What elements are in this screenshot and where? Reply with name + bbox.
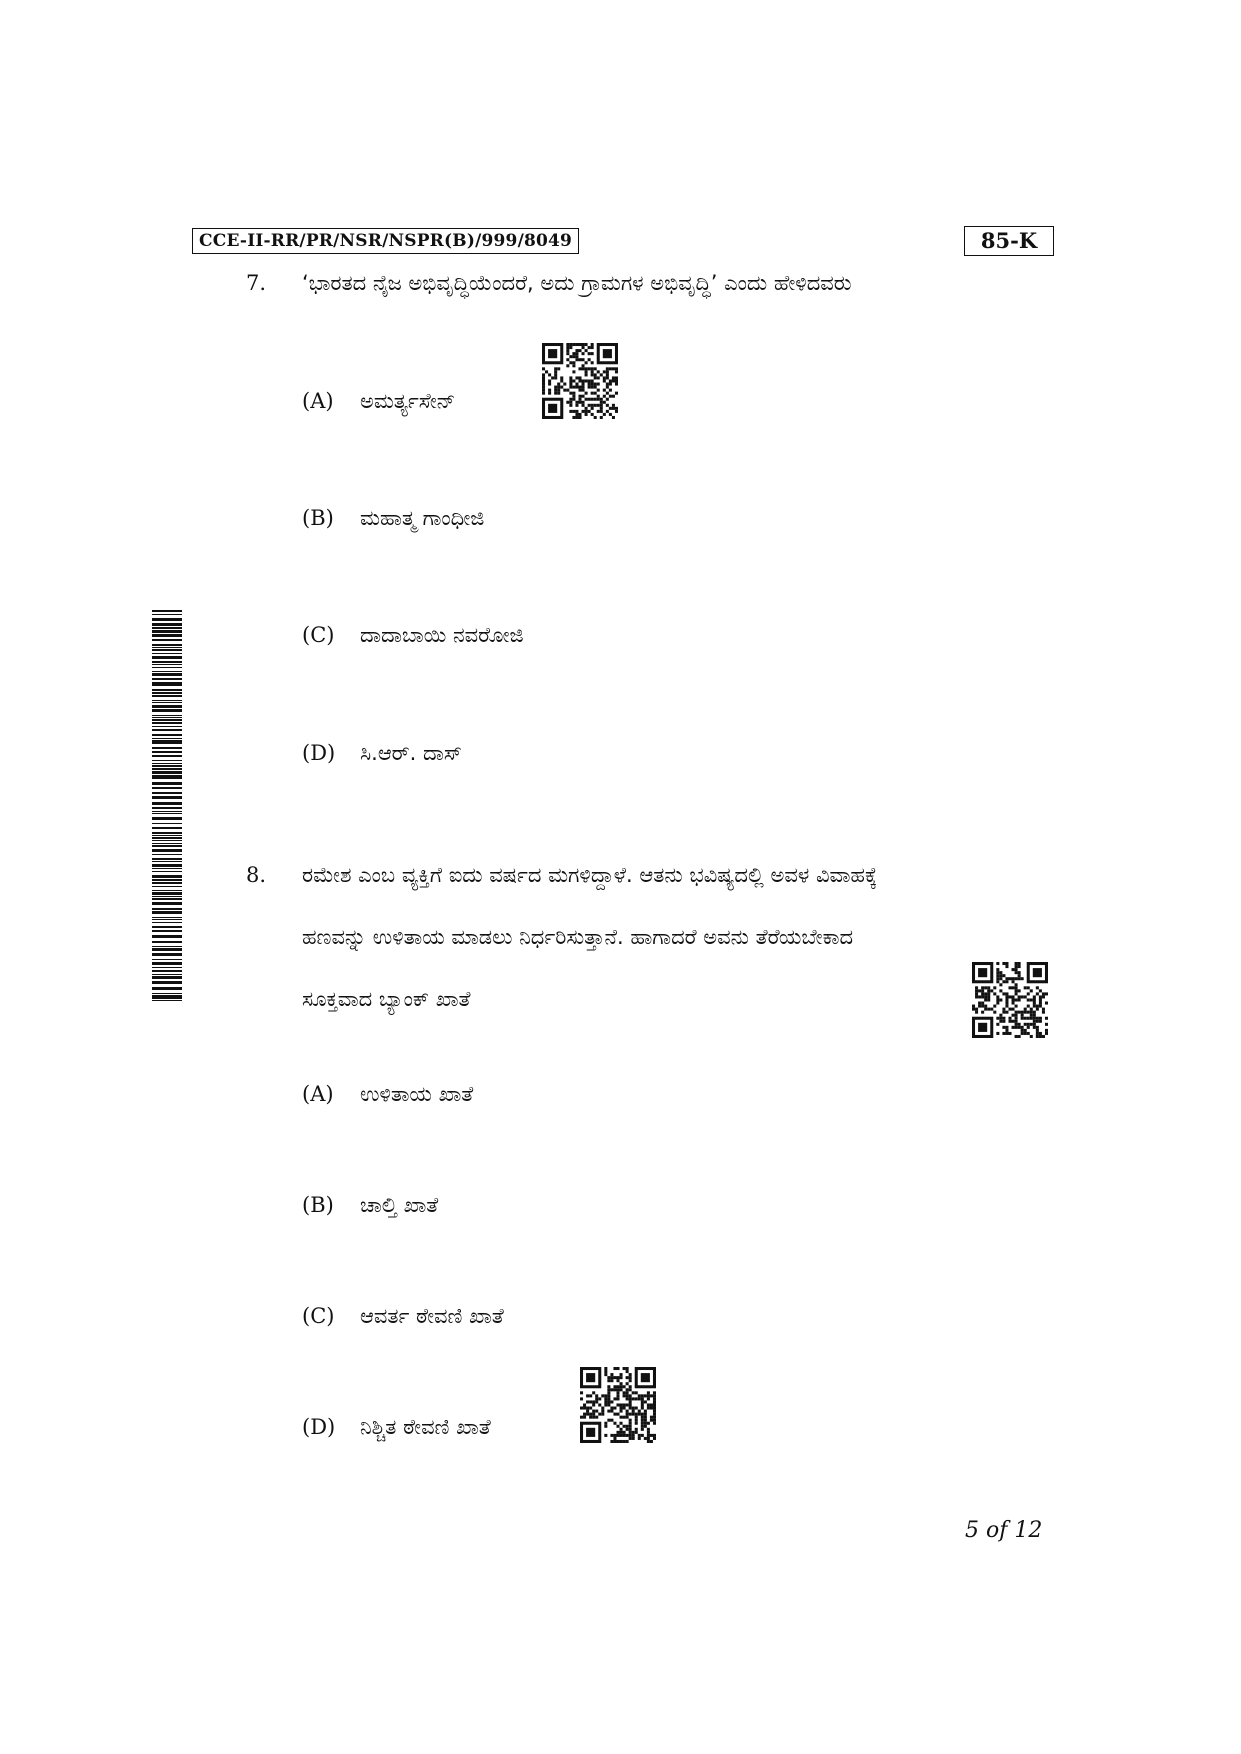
- page-number: 5 of 12: [965, 1518, 1043, 1543]
- question-7-text: ‘ಭಾರತದ ನೈಜ ಅಭಿವೃದ್ಧಿಯೆಂದರೆ, ಅದು ಗ್ರಾಮಗಳ ಅಭಿವೃದ್ಧಿ’ ಎಂದು ಹೇಳಿದವರು: [302, 271, 852, 295]
- question-8-text-line-2: ಹಣವನ್ನು ಉಳಿತಾಯ ಮಾಡಲು ನಿರ್ಧರಿಸುತ್ತಾನೆ. ಹಾಗಾದರೆ ಅವನು ತೆರೆಯಬೇಕಾದ: [302, 925, 854, 949]
- question-8-option-d[interactable]: [302, 1412, 491, 1442]
- question-number-8: 8.: [246, 863, 267, 887]
- option-label: (A): [302, 389, 334, 413]
- question-8-option-c[interactable]: [302, 1301, 504, 1331]
- paper-set-code: 85-K: [964, 226, 1054, 256]
- question-number-7: 7.: [246, 271, 267, 295]
- question-7-option-b[interactable]: [302, 503, 484, 533]
- question-7-option-d[interactable]: [302, 738, 462, 768]
- option-text: ಆವರ್ತ ಠೇವಣಿ ಖಾತೆ: [360, 1304, 504, 1328]
- option-label: (B): [302, 1193, 334, 1217]
- qr-code-icon: [542, 343, 618, 419]
- question-7-option-a[interactable]: [302, 386, 455, 416]
- option-text: ಚಾಲ್ತಿ ಖಾತೆ: [360, 1193, 439, 1217]
- question-7-option-c[interactable]: [302, 620, 524, 650]
- question-8-text-line-1: ರಮೇಶ ಎಂಬ ವ್ಯಕ್ತಿಗೆ ಐದು ವರ್ಷದ ಮಗಳಿದ್ದಾಳೆ. ಆತನು ಭವಿಷ್ಯದಲ್ಲಿ ಅವಳ ವಿವಾಹಕ್ಕೆ: [302, 863, 878, 887]
- option-text: ನಿಶ್ಚಿತ ಠೇವಣಿ ಖಾತೆ: [360, 1415, 491, 1439]
- option-label: (A): [302, 1082, 334, 1106]
- option-text: ದಾದಾಬಾಯಿ ನವರೋಜಿ: [360, 623, 524, 647]
- option-text: ಅಮರ್ತ್ಯಸೇನ್: [360, 389, 456, 413]
- option-text: ಮಹಾತ್ಮ ಗಾಂಧೀಜಿ: [360, 506, 485, 530]
- option-label: (B): [302, 506, 334, 530]
- option-label: (D): [302, 741, 336, 765]
- question-8-option-b[interactable]: [302, 1190, 438, 1220]
- barcode-icon: [152, 610, 182, 1002]
- option-label: (C): [302, 623, 335, 647]
- option-label: (D): [302, 1415, 336, 1439]
- question-8-text-line-3: ಸೂಕ್ತವಾದ ಬ್ಯಾಂಕ್ ಖಾತೆ: [302, 987, 471, 1011]
- qr-code-icon: [972, 962, 1048, 1038]
- option-text: ಉಳಿತಾಯ ಖಾತೆ: [360, 1082, 474, 1106]
- qr-code-icon: [580, 1367, 656, 1443]
- question-8-option-a[interactable]: [302, 1079, 473, 1109]
- option-text: ಸಿ.ಆರ್. ದಾಸ್: [360, 741, 462, 765]
- paper-code: CCE-II-RR/PR/NSR/NSPR(B)/999/8049: [192, 228, 579, 254]
- option-label: (C): [302, 1304, 335, 1328]
